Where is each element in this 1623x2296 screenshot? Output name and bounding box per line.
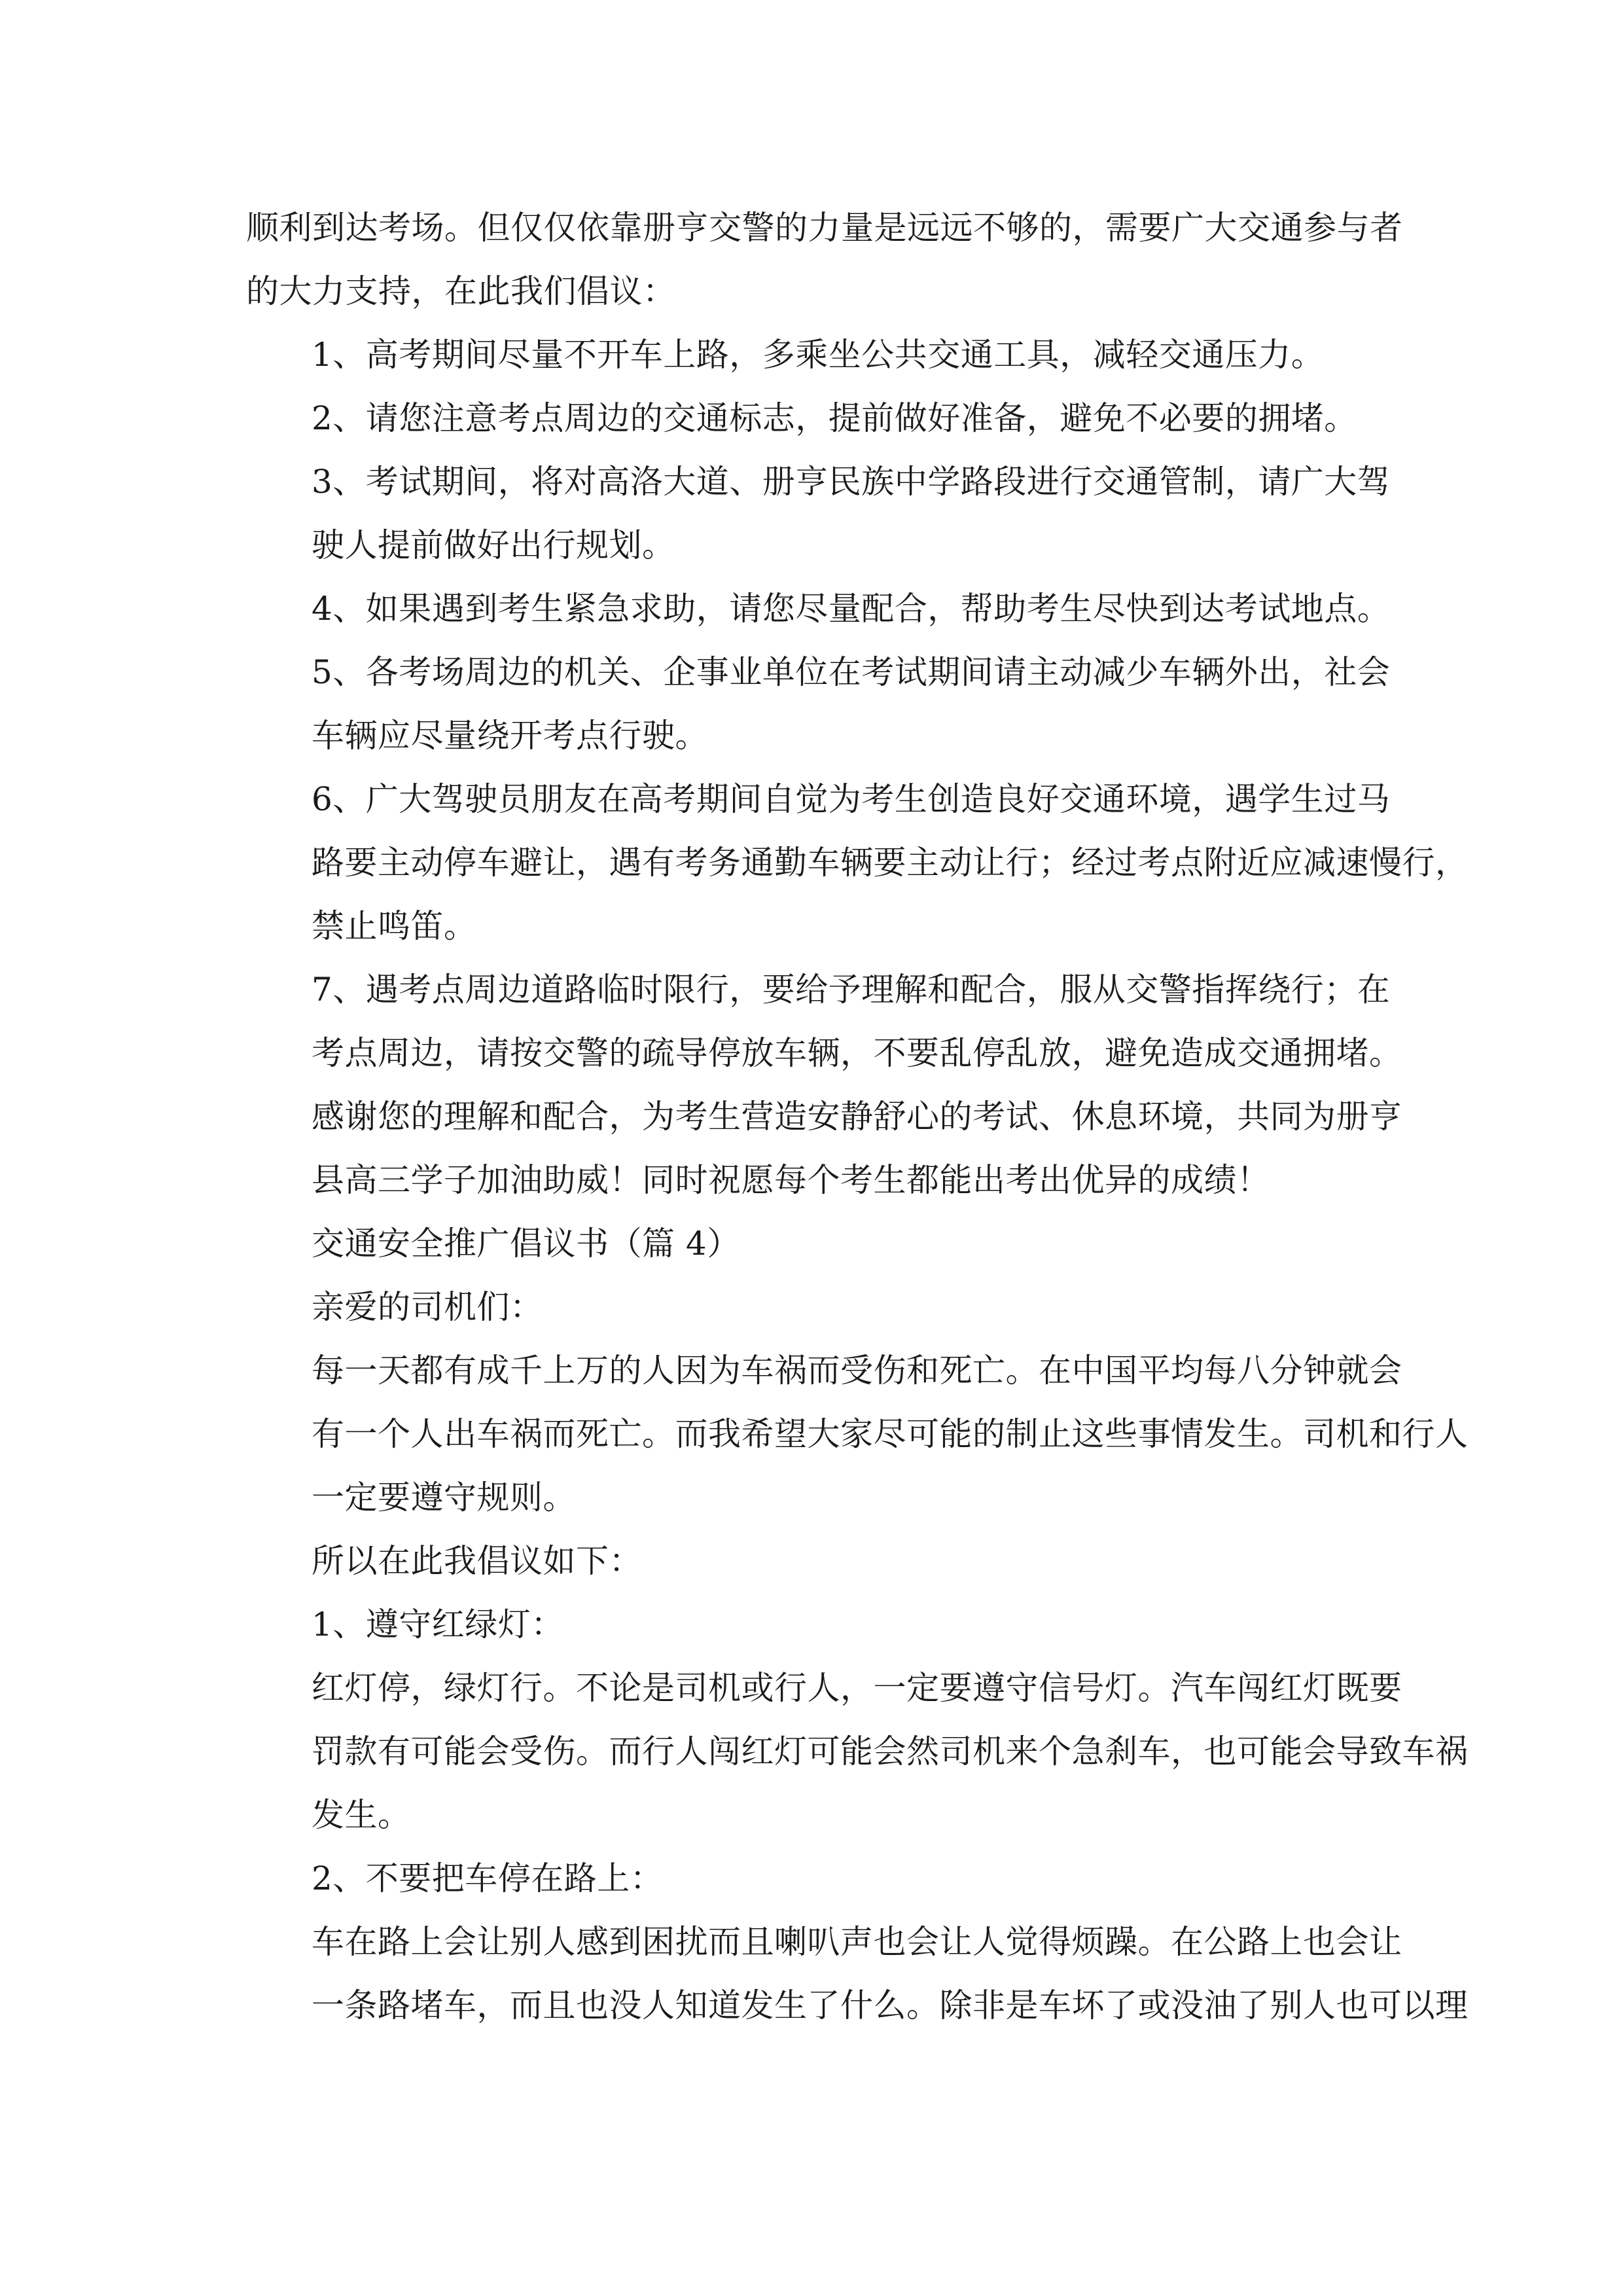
paragraph xyxy=(246,958,1402,1085)
text-line: 每一天都有成千上万的人因为车祸而受伤和死亡。在中国平均每八分钟就会 xyxy=(312,1352,1402,1390)
text-line: 7、遇考点周边道路临时限行，要给予理解和配合，服从交警指挥绕行；在 xyxy=(312,971,1391,1009)
paragraph xyxy=(246,768,1469,958)
paragraph xyxy=(246,196,1403,323)
text-line: 一定要遵守规则。 xyxy=(312,1479,576,1516)
paragraph xyxy=(246,641,1391,768)
paragraph xyxy=(246,1593,1385,1657)
text-line: 车辆应尽量绕开考点行驶。 xyxy=(312,717,708,755)
text-line: 考点周边，请按交警的疏导停放车辆，不要乱停乱放，避免造成交通拥堵。 xyxy=(312,1034,1402,1072)
text-line: 禁止鸣笛。 xyxy=(312,907,477,945)
text-line: 2、请您注意考点周边的交通标志，提前做好准备，避免不必要的拥堵。 xyxy=(312,399,1357,437)
paragraph xyxy=(246,1657,1469,1847)
paragraph xyxy=(246,450,1391,577)
text-line: 1、高考期间尽量不开车上路，多乘坐公共交通工具，减轻交通压力。 xyxy=(312,336,1325,374)
paragraph xyxy=(246,1085,1402,1212)
text-line: 4、如果遇到考生紧急求助，请您尽量配合，帮助考生尽快到达考试地点。 xyxy=(312,590,1391,628)
text-line: 一条路堵车，而且也没人知道发生了什么。除非是车坏了或没油了别人也可以理 xyxy=(312,1986,1469,2024)
text-line: 感谢您的理解和配合，为考生营造安静舒心的考试、休息环境，共同为册亨 xyxy=(312,1098,1402,1136)
paragraph xyxy=(246,1339,1469,1530)
text-line: 车在路上会让别人感到困扰而且喇叭声也会让人觉得烦躁。在公路上也会让 xyxy=(312,1923,1402,1961)
text-line: 5、各考场周边的机关、企事业单位在考试期间请主动减少车辆外出，社会 xyxy=(312,653,1391,691)
text-line: 3、考试期间，将对高洛大道、册亨民族中学路段进行交通管制，请广大驾 xyxy=(312,463,1391,501)
text-line: 交通安全推广倡议书（篇 4） xyxy=(312,1225,740,1263)
text-line: 发生。 xyxy=(312,1796,411,1834)
paragraph xyxy=(246,1212,1385,1276)
text-line: 2、不要把车停在路上： xyxy=(312,1859,664,1897)
text-line: 6、广大驾驶员朋友在高考期间自觉为考生创造良好交通环境，遇学生过马 xyxy=(312,780,1391,818)
paragraph xyxy=(246,1276,1385,1339)
paragraph xyxy=(246,1910,1469,2037)
text-line: 顺利到达考场。但仅仅依靠册亨交警的力量是远远不够的，需要广大交通参与者 xyxy=(246,209,1403,247)
paragraph xyxy=(246,1847,1385,1910)
text-line: 有一个人出车祸而死亡。而我希望大家尽可能的制止这些事情发生。司机和行人 xyxy=(312,1415,1469,1453)
text-line: 1、遵守红绿灯： xyxy=(312,1605,564,1643)
text-line: 路要主动停车避让，遇有考务通勤车辆要主动让行；经过考点附近应减速慢行， xyxy=(312,844,1469,882)
text-line: 县高三学子加油助威！同时祝愿每个考生都能出考出优异的成绩！ xyxy=(312,1161,1270,1199)
text-line: 驶人提前做好出行规划。 xyxy=(312,526,675,564)
paragraph xyxy=(246,323,1385,387)
text-line: 罚款有可能会受伤。而行人闯红灯可能会然司机来个急刹车，也可能会导致车祸 xyxy=(312,1732,1469,1770)
paragraph xyxy=(246,577,1391,641)
text-line: 所以在此我倡议如下： xyxy=(312,1542,642,1580)
paragraph xyxy=(246,387,1385,450)
text-line: 红灯停，绿灯行。不论是司机或行人，一定要遵守信号灯。汽车闯红灯既要 xyxy=(312,1669,1402,1707)
document-body xyxy=(246,196,1469,2037)
text-line: 亲爱的司机们： xyxy=(312,1288,543,1326)
text-line: 的大力支持，在此我们倡议： xyxy=(246,272,676,310)
paragraph xyxy=(246,1530,1385,1593)
